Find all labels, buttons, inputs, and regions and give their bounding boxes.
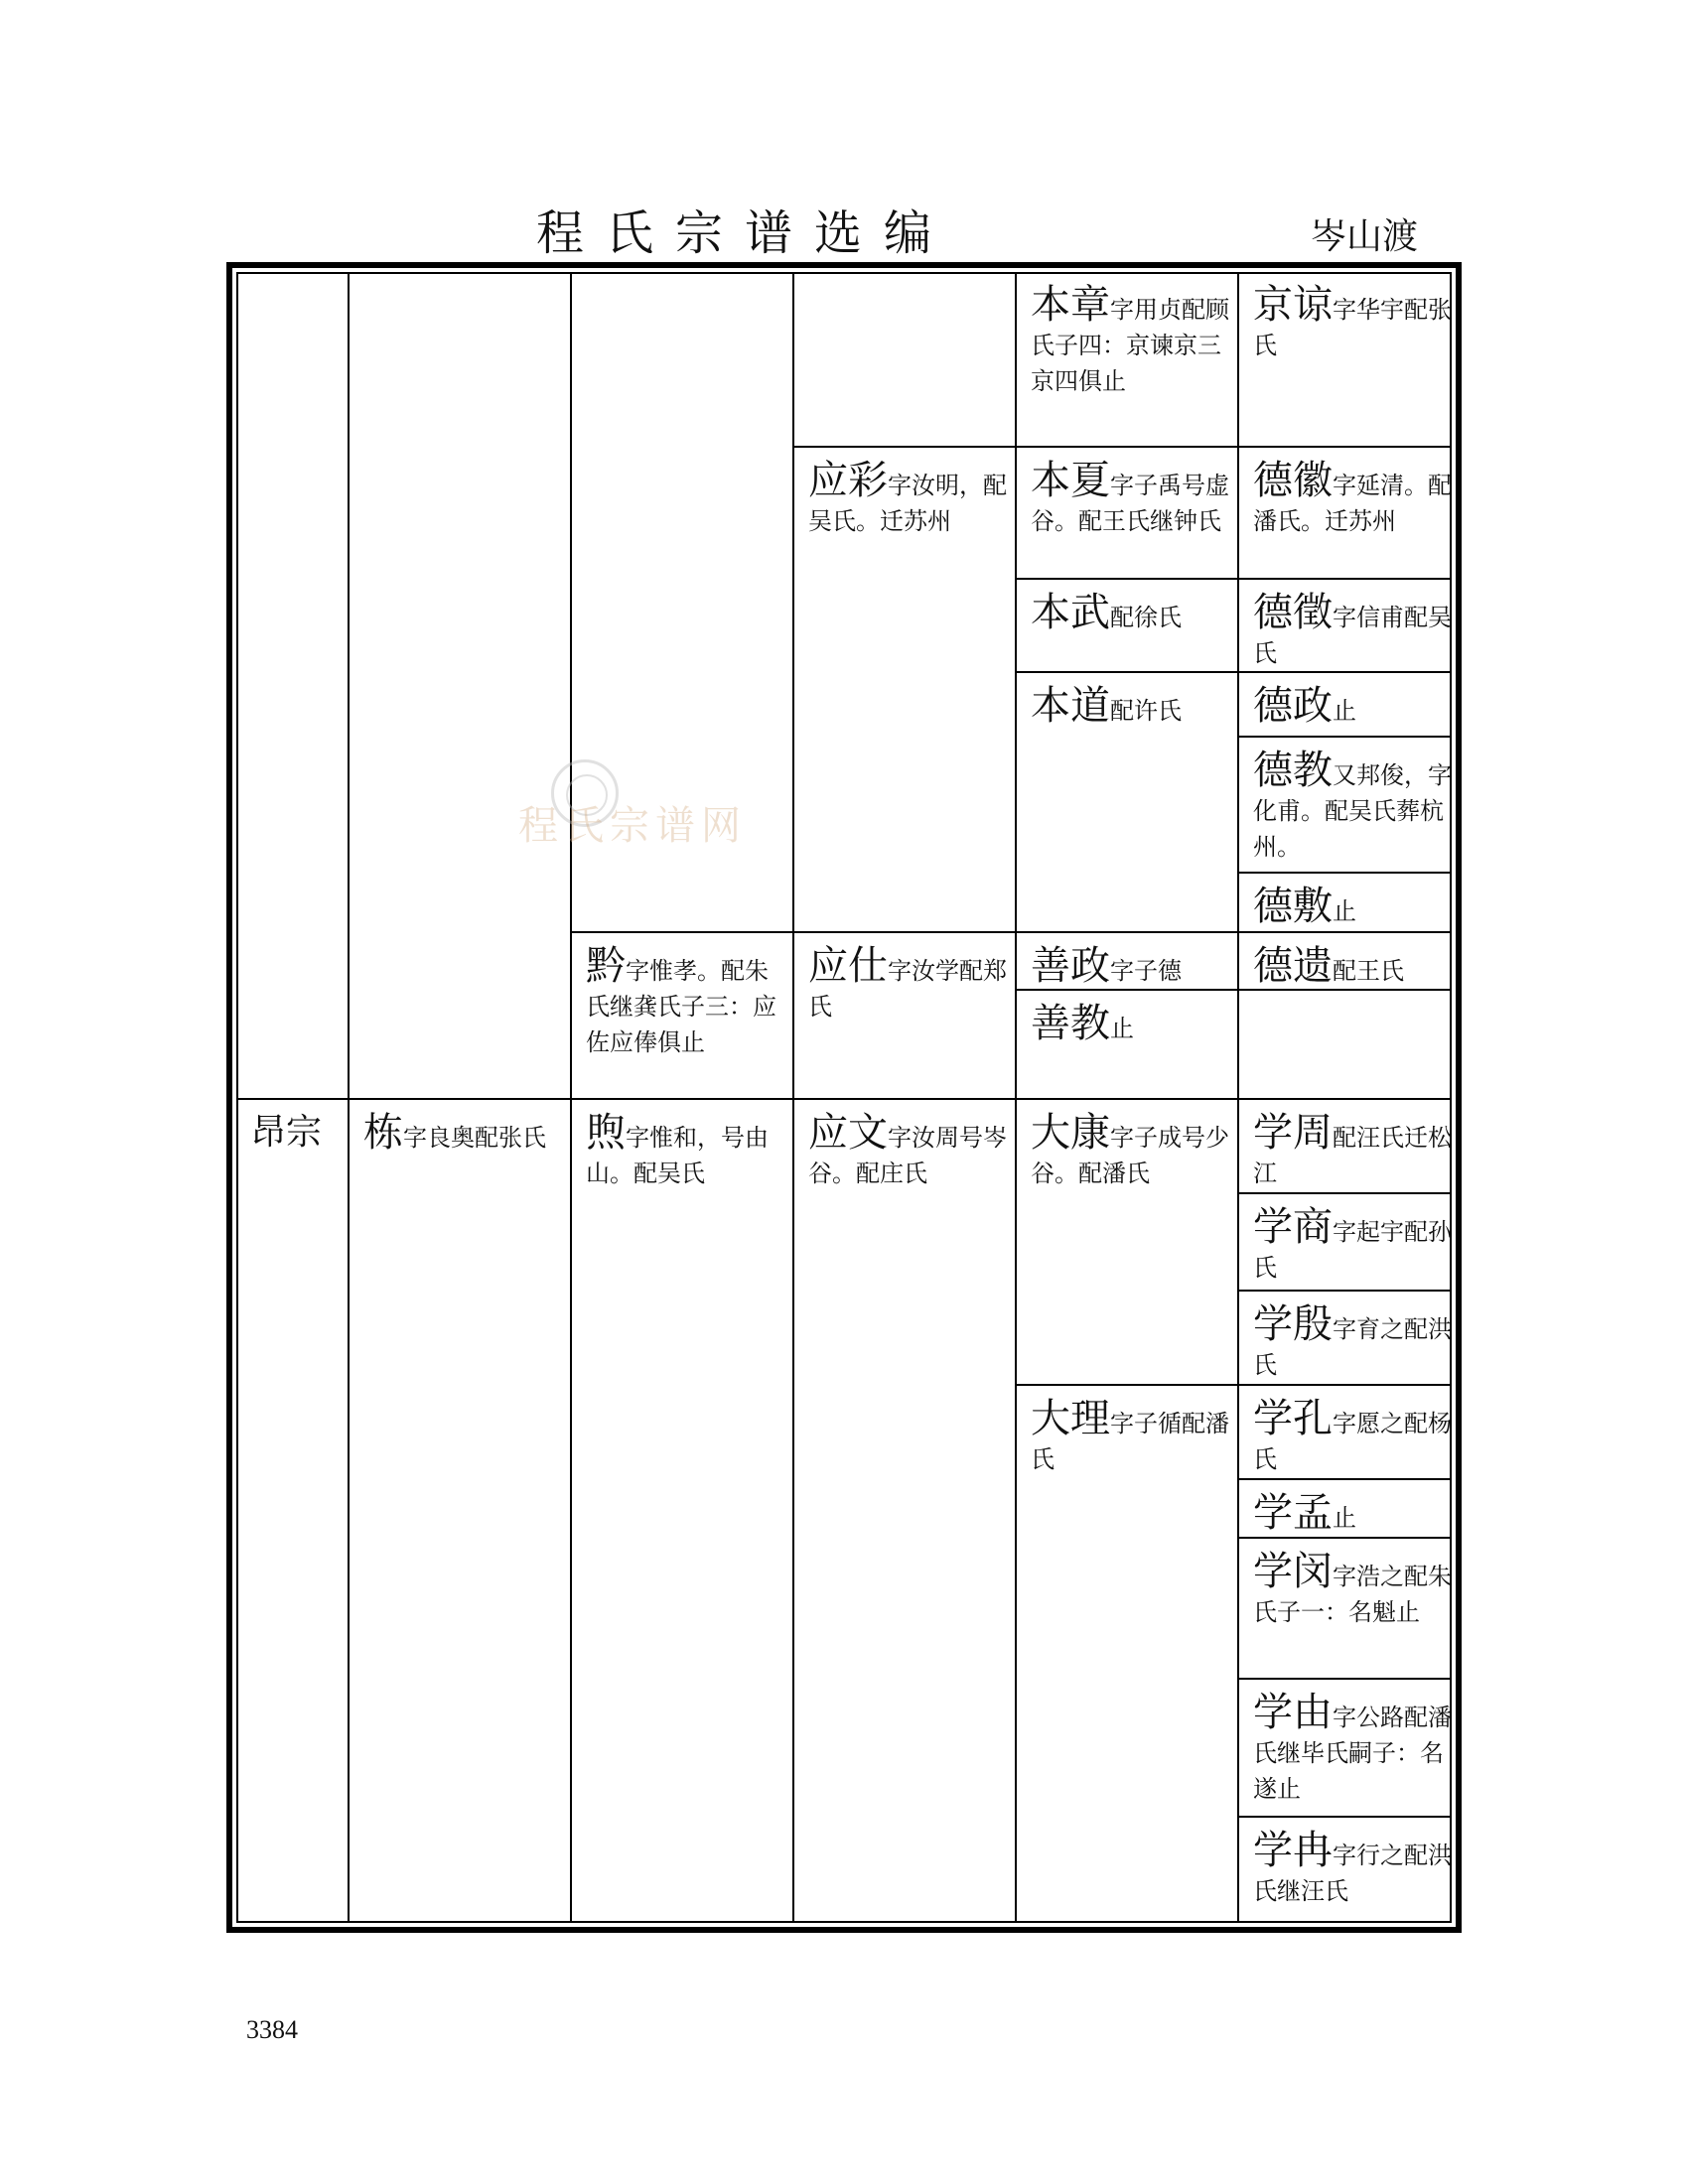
person-note: 字子禹号虚谷。配王氏继钟氏 [1031,472,1229,535]
person-name: 煦 [586,1110,626,1156]
row-divider [792,446,1450,448]
person-note: 字汝明，配吴氏。迁苏州 [808,472,1007,535]
genealogy-grid [236,272,1452,1923]
person-name: 德徵 [1253,590,1333,635]
genealogy-entry [1253,590,1452,671]
genealogy-entry [1031,282,1229,399]
genealogy-entry [1253,683,1452,729]
person-note: 字育之配洪氏 [1253,1315,1452,1379]
genealogy-entry [1031,943,1229,989]
genealogy-entry [1253,282,1452,363]
place-name: 岑山渡 [1311,216,1419,257]
row-divider [1237,1192,1450,1194]
genealogy-entry [1253,748,1452,865]
person-name: 大理 [1031,1396,1110,1441]
person-note: 又邦俊，字化甫。配吴氏葬杭州。 [1253,761,1452,861]
row-divider [1237,1478,1450,1480]
person-note: 止 [1333,1504,1356,1532]
row-divider [1237,736,1450,738]
person-name: 德教 [1253,748,1333,793]
genealogy-entry [1031,458,1229,539]
person-name: 学闵 [1253,1549,1333,1594]
genealogy-entry [1253,1690,1452,1807]
row-divider [570,931,1450,933]
row-divider [1237,1537,1450,1539]
person-note: 字起宇配孙氏 [1253,1218,1452,1282]
person-name: 京谅 [1253,282,1333,328]
person-name: 栋 [363,1110,403,1156]
genealogy-entry [1253,1110,1452,1191]
genealogy-entry [1253,1549,1452,1630]
row-divider [1237,1678,1450,1680]
person-name: 学孔 [1253,1396,1333,1441]
person-name: 大康 [1031,1110,1110,1156]
genealogy-entry [1031,1001,1229,1046]
person-name: 应彩 [808,458,888,503]
genealogy-entry [1253,1204,1452,1286]
person-note: 字汝周号岑谷。配庄氏 [808,1124,1007,1187]
person-note: 配许氏 [1110,697,1182,725]
person-note: 字子德 [1110,957,1182,985]
genealogy-entry [1253,1828,1452,1909]
person-note: 字汝学配郑氏 [808,957,1007,1021]
person-name: 德遗 [1253,943,1333,989]
person-name: 学商 [1253,1204,1333,1250]
genealogy-entry [586,943,784,1060]
person-name: 昂宗 [250,1112,323,1153]
person-name: 德政 [1253,683,1333,729]
person-note: 配汪氏迁松江 [1253,1124,1452,1187]
person-note: 字行之配洪氏继汪氏 [1253,1842,1452,1905]
watermark-text: 程氏宗谱网 [518,803,747,849]
person-note: 字浩之配朱氏子一：名魁止 [1253,1563,1452,1626]
genealogy-entry [1253,1490,1452,1536]
genealogy-entry [1253,884,1452,929]
row-divider [1237,1290,1450,1292]
person-note: 字华宇配张氏 [1253,296,1452,359]
person-note: 字愿之配杨氏 [1253,1410,1452,1473]
person-note: 配王氏 [1333,957,1404,985]
person-note: 字信甫配吴氏 [1253,604,1452,667]
person-note: 字惟和，号由山。配吴氏 [586,1124,769,1187]
person-name: 本道 [1031,683,1110,729]
row-divider [1015,578,1450,580]
branch-label [250,1110,340,1156]
row-divider [1015,989,1450,991]
person-note: 字惟孝。配朱氏继龚氏子三：应佐应俸俱止 [586,957,776,1056]
person-name: 应文 [808,1110,888,1156]
genealogy-entry [1031,683,1229,729]
person-note: 字良奥配张氏 [403,1124,546,1152]
genealogy-entry [1031,1110,1229,1191]
person-name: 黔 [586,943,626,989]
page-title: 程氏宗谱选编 [536,205,954,261]
genealogy-entry [808,1110,1007,1191]
row-divider [1015,1384,1450,1386]
person-name: 本武 [1031,590,1110,635]
row-divider [1015,671,1450,673]
person-name: 应仕 [808,943,888,989]
genealogy-table [226,262,1462,1933]
person-note: 字子成号少谷。配潘氏 [1031,1124,1229,1187]
person-name: 学由 [1253,1690,1333,1735]
genealogy-entry [1031,590,1229,635]
person-name: 学孟 [1253,1490,1333,1536]
person-name: 本章 [1031,282,1110,328]
genealogy-entry [363,1110,562,1156]
genealogy-entry [1253,458,1452,539]
person-note: 字子循配潘氏 [1031,1410,1229,1473]
genealogy-entry [1253,1301,1452,1383]
genealogy-entry [808,458,1007,539]
genealogy-entry [1253,1396,1452,1477]
row-divider [1237,1816,1450,1818]
person-note: 配徐氏 [1110,604,1182,631]
genealogy-entry [1253,943,1452,989]
genealogy-entry [808,943,1007,1024]
person-name: 善政 [1031,943,1110,989]
person-note: 字用贞配顾氏子四：京谏京三京四俱止 [1031,296,1229,395]
person-note: 止 [1333,897,1356,925]
page-number: 3384 [246,2015,298,2044]
person-name: 善教 [1031,1001,1110,1046]
person-name: 学冉 [1253,1828,1333,1873]
person-note: 字延清。配潘氏。迁苏州 [1253,472,1452,535]
person-note: 字公路配潘氏继毕氏嗣子：名遂止 [1253,1704,1452,1803]
person-name: 本夏 [1031,458,1110,503]
row-divider [1237,872,1450,874]
genealogy-entry [1031,1396,1229,1477]
person-name: 学殷 [1253,1301,1333,1347]
person-note: 止 [1333,697,1356,725]
row-divider [238,1098,1450,1100]
person-name: 学周 [1253,1110,1333,1156]
genealogy-entry [586,1110,784,1191]
person-note: 止 [1110,1015,1134,1042]
person-name: 德徽 [1253,458,1333,503]
person-name: 德敷 [1253,884,1333,929]
